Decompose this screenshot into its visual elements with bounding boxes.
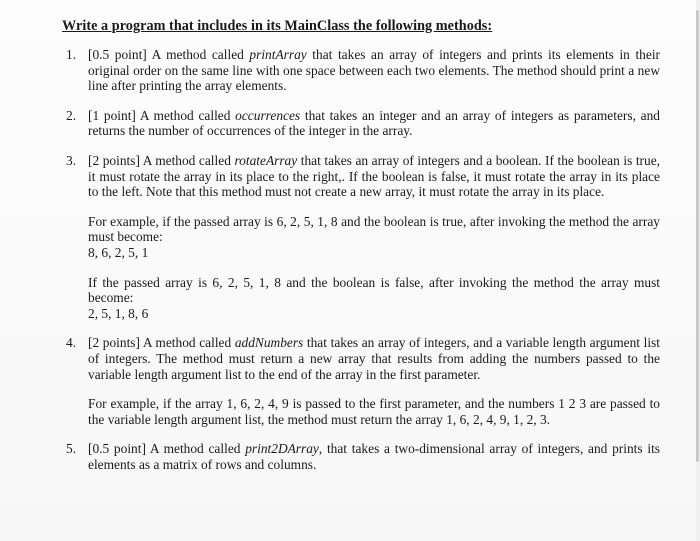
item-description: [0.5 point] A method called printArray that takes an array of integers and prints its elements in their original order on the same line with one space between each two elements. The method should print a new line after printing the array elements. <box>88 47 661 94</box>
item-number: 5. <box>66 441 77 457</box>
item-description: [1 point] A method called occurrences that takes an integer and an array of integers as parameters, and returns the number of occurrences of the integer in the array. <box>88 107 661 139</box>
assignment-heading: Write a program that includes in its MainClass the following methods: <box>62 18 493 34</box>
example-result: 8, 6, 2, 5, 1 <box>88 244 149 260</box>
scrollbar-thumb[interactable] <box>696 10 699 462</box>
method-list <box>62 47 660 472</box>
method-name: addNumbers <box>234 335 304 351</box>
scrollbar-track[interactable] <box>696 0 700 541</box>
example-result: 2, 5, 1, 8, 6 <box>88 305 149 321</box>
list-item <box>62 153 660 321</box>
list-item <box>62 47 660 94</box>
example-paragraph: For example, if the array 1, 6, 2, 4, 9 is passed to the first parameter, and the numbers 1 2 3 are passed to the variable length argument list, the method must return the array 1, 6, 2, 4, 9, 1, 2, 3. <box>88 396 660 427</box>
example-paragraph: For example, if the passed array is 6, 2, 5, 1, 8 and the boolean is true, after invoking the method the array must become: 8, 6, 2, 5, 1 <box>88 213 660 260</box>
list-item <box>62 108 660 139</box>
item-description: [0.5 point] A method called print2DArray, that takes a two-dimensional array of integers, and prints its elements as a matrix of rows and columns. <box>88 441 660 472</box>
list-item <box>62 335 660 427</box>
item-number: 1. <box>66 47 77 62</box>
method-name: print2DArray <box>245 441 319 457</box>
item-description: [2 points] A method called rotateArray that takes an array of integers and a boolean. If the boolean is true, it must rotate the array in its place to the right,. If the boolean is false, it must rotate the array in its place to the left. Note that this method must not create a new array, it must rotate the array in its place. <box>88 152 660 200</box>
item-number: 2. <box>66 107 77 123</box>
item-number: 3. <box>66 152 77 168</box>
list-item <box>62 441 660 472</box>
example-paragraph: If the passed array is 6, 2, 5, 1, 8 and the boolean is false, after invoking the method the array must become: 2, 5, 1, 8, 6 <box>88 274 660 321</box>
item-number: 4. <box>66 335 77 351</box>
method-name: printArray <box>249 47 307 62</box>
item-description: [2 points] A method called addNumbers that takes an array of integers, and a variable length argument list of integers. The method must return a new array that results from adding the numbers passed to the variable length argument list to the end of the array in the first parameter. <box>88 335 660 382</box>
method-name: occurrences <box>235 107 301 123</box>
method-name: rotateArray <box>234 152 298 168</box>
